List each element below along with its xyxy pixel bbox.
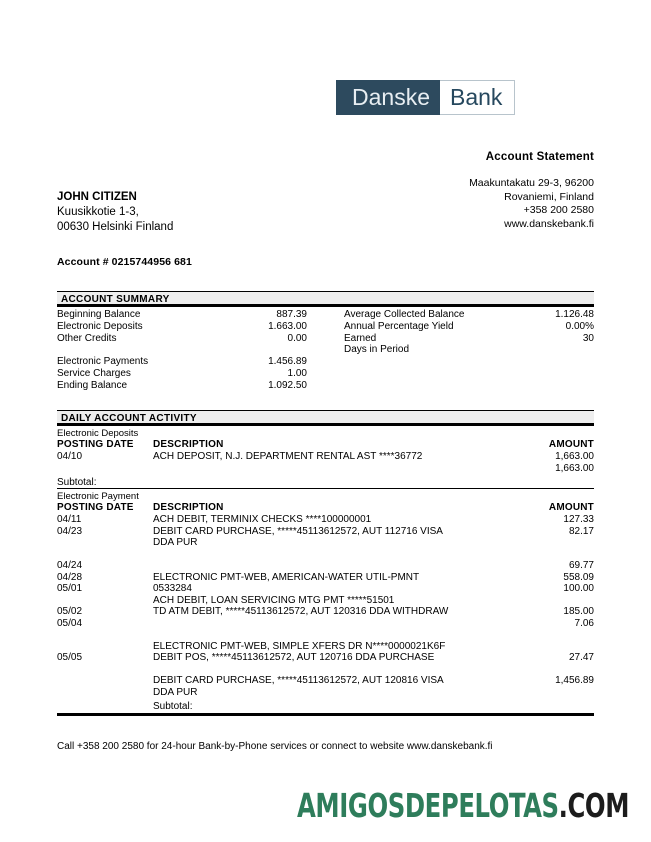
page-title: Account Statement	[485, 151, 594, 163]
row-posting-date: 05/05	[57, 652, 83, 663]
summary-row-label: Annual Percentage Yield	[344, 320, 454, 332]
row-description: DEBIT POS, *****45113612572, AUT 120716 DDA PURCHASE	[153, 652, 435, 663]
account-summary-left-column	[57, 309, 307, 392]
summary-row-value: 1.663.00	[268, 320, 307, 332]
summary-row	[57, 309, 307, 321]
summary-row-label: Average Collected Balance	[344, 309, 465, 320]
column-header-posting-date: POSTING DATE	[57, 439, 134, 450]
row-description: DDA PUR	[153, 537, 198, 548]
activity-column-header	[57, 439, 594, 451]
column-header-amount: AMOUNT	[548, 439, 594, 450]
table-row	[57, 560, 594, 572]
summary-row-label: Ending Balance	[57, 379, 128, 391]
logo-bank-word: Bank	[440, 80, 515, 115]
row-description: ELECTRONIC PMT-WEB, SIMPLE XFERS DR N****0000021K6F	[153, 640, 446, 652]
summary-row-value: 30	[582, 332, 594, 344]
summary-row-label: Days in Period	[344, 344, 410, 356]
customer-address-line-1: Kuusikkotie 1-3,	[57, 206, 139, 218]
summary-row-label: Electronic Payments	[57, 356, 149, 368]
row-description: ACH DEBIT, TERMINIX CHECKS ****100000001	[153, 514, 372, 525]
daily-activity-header: DAILY ACCOUNT ACTIVITY	[57, 410, 594, 426]
summary-spacer	[57, 344, 307, 356]
table-row	[57, 583, 594, 595]
row-amount: 100.00	[563, 583, 594, 594]
row-posting-date: 04/11	[57, 514, 82, 525]
bank-phone: +358 200 2580	[523, 204, 594, 216]
row-amount: 1,456.89	[555, 675, 594, 686]
summary-row	[57, 333, 307, 345]
table-row	[57, 664, 594, 676]
row-amount: 82.17	[568, 525, 594, 537]
summary-row	[344, 309, 594, 321]
activity-rows	[57, 514, 594, 698]
activity-rows	[57, 451, 594, 474]
summary-row-value: 1.00	[287, 367, 307, 379]
row-description: TD ATM DEBIT, *****45113612572, AUT 120316 DDA WITHDRAW	[153, 606, 449, 617]
summary-row	[57, 321, 307, 333]
row-amount: 7.06	[574, 617, 594, 629]
row-description: DDA PUR	[153, 686, 198, 698]
subtotal-label: Subtotal:	[153, 701, 193, 712]
watermark-dark-text: .COM	[558, 786, 630, 825]
table-row	[57, 618, 594, 630]
row-posting-date: 05/01	[57, 583, 83, 594]
table-row	[57, 641, 594, 653]
row-amount: 1,663.00	[555, 451, 594, 462]
activity-group-label: Electronic Payment	[57, 491, 139, 502]
table-row	[57, 463, 594, 475]
summary-row-value: 1.126.48	[555, 309, 594, 320]
table-row	[57, 652, 594, 664]
summary-row	[57, 356, 307, 368]
table-row	[57, 595, 594, 607]
table-row	[57, 549, 594, 561]
summary-row-label: Earned	[344, 332, 377, 344]
summary-row-label: Beginning Balance	[57, 309, 141, 320]
summary-row	[344, 333, 594, 345]
table-row	[57, 572, 594, 584]
activity-column-header	[57, 502, 594, 514]
summary-row	[57, 380, 307, 392]
customer-address-line-2: 00630 Helsinki Finland	[57, 221, 174, 233]
summary-row-value: 887.39	[276, 309, 307, 320]
row-description: DEBIT CARD PURCHASE, *****45113612572, AUT 112716 VISA	[153, 525, 443, 537]
table-row	[57, 451, 594, 463]
column-header-posting-date: POSTING DATE	[57, 502, 134, 513]
activity-closing-rule	[57, 713, 594, 716]
row-amount: 69.77	[568, 560, 594, 571]
summary-row-value: 0.00	[287, 332, 307, 344]
row-amount: 1,663.00	[555, 462, 594, 474]
table-row	[57, 629, 594, 641]
row-amount: 127.33	[563, 514, 594, 525]
group-divider	[57, 488, 594, 489]
summary-row	[344, 321, 594, 333]
summary-row-value: 1.092.50	[268, 379, 307, 391]
row-posting-date: 05/04	[57, 617, 83, 629]
logo-danske-word: Danske	[336, 80, 440, 115]
footer-note: Call +358 200 2580 for 24-hour Bank-by-Phone services or connect to website www.danskebank.fi	[57, 741, 493, 752]
danske-bank-logo	[336, 80, 515, 115]
row-amount: 558.09	[563, 571, 594, 583]
row-description: ACH DEPOSIT, N.J. DEPARTMENT RENTAL AST ****36772	[153, 451, 423, 462]
watermark	[297, 786, 629, 825]
row-description: DEBIT CARD PURCHASE, *****45113612572, AUT 120816 VISA	[153, 675, 444, 686]
table-row	[57, 675, 594, 687]
bank-address-block	[469, 177, 594, 231]
account-number: Account # 0215744956 681	[57, 256, 192, 268]
row-description: 0533284	[153, 583, 192, 594]
activity-group-label: Electronic Deposits	[57, 428, 139, 439]
account-summary-right-column	[344, 309, 594, 392]
summary-row	[57, 368, 307, 380]
row-amount: 27.47	[568, 652, 594, 663]
column-header-amount: AMOUNT	[548, 502, 594, 513]
subtotal-label: Subtotal:	[57, 477, 97, 488]
row-description: ACH DEBIT, LOAN SERVICING MTG PMT *****51501	[153, 594, 395, 606]
table-row	[57, 687, 594, 699]
column-header-description: DESCRIPTION	[153, 439, 224, 450]
row-posting-date: 04/10	[57, 451, 83, 462]
table-row	[57, 514, 594, 526]
summary-row	[344, 344, 594, 356]
row-posting-date: 04/24	[57, 560, 83, 571]
table-row	[57, 606, 594, 618]
table-row	[57, 526, 594, 538]
watermark-green-text: AMIGOSDEPELOTAS	[297, 786, 559, 825]
summary-row-label: Service Charges	[57, 367, 131, 379]
summary-row-value: 1.456.89	[268, 356, 307, 368]
account-summary-body	[57, 309, 594, 392]
summary-row-value: 0.00%	[565, 320, 594, 332]
row-amount: 185.00	[563, 606, 594, 617]
row-posting-date: 04/28	[57, 571, 83, 583]
row-description: ELECTRONIC PMT-WEB, AMERICAN-WATER UTIL-PMNT	[153, 571, 420, 583]
bank-website: www.danskebank.fi	[504, 217, 594, 230]
row-posting-date: 05/02	[57, 606, 83, 617]
column-header-description: DESCRIPTION	[153, 502, 224, 513]
row-posting-date: 04/23	[57, 525, 83, 537]
summary-row-label: Other Credits	[57, 332, 117, 344]
account-summary-header: ACCOUNT SUMMARY	[57, 291, 594, 307]
bank-address-line-1: Maakuntakatu 29-3, 96200	[469, 177, 594, 189]
summary-row-label: Electronic Deposits	[57, 320, 143, 332]
customer-address-block	[57, 190, 173, 235]
table-row	[57, 537, 594, 549]
bank-address-line-2: Rovaniemi, Finland	[504, 190, 594, 203]
customer-name: JOHN CITIZEN	[57, 191, 137, 203]
